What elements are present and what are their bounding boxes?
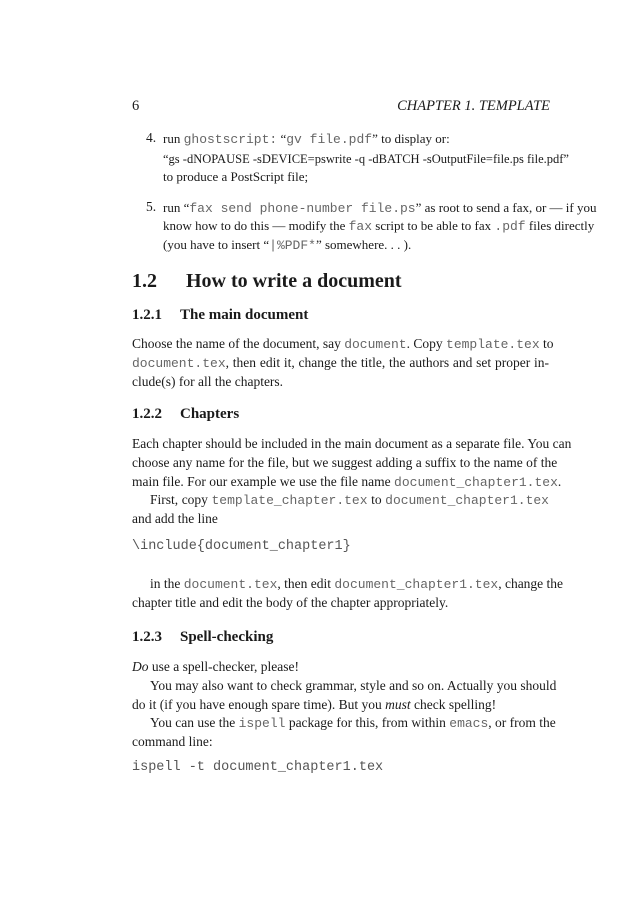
paragraph-line: chapter title and edit the body of the chapter appropriately. (132, 595, 449, 610)
paragraph-line: Choose the name of the document, say document. Copy template.tex to (132, 336, 554, 352)
paragraph-line: You may also want to check grammar, style and so on. Actually you should (150, 678, 557, 693)
list-item-line: to produce a PostScript file; (163, 169, 309, 184)
list-item-line: “gs -dNOPAUSE -sDEVICE=pswrite -q -dBATCH -sOutputFile=file.ps file.pdf” (163, 152, 569, 166)
list-item-line: (you have to insert “|%PDF*” somewhere. . . ). (163, 237, 412, 253)
paragraph-line: command line: (132, 734, 213, 749)
paragraph-line: document.tex, then edit it, change the title, the authors and set proper in- (132, 355, 549, 371)
running-header-chapter: CHAPTER 1. TEMPLATE (397, 98, 550, 114)
list-item-number: 5. (146, 199, 157, 214)
paragraph-line: Do use a spell-checker, please! (132, 659, 300, 674)
paragraph-line: You can use the ispell package for this, from within emacs, or from the (150, 715, 556, 731)
paragraph-line: Each chapter should be included in the main document as a separate file. You can (132, 436, 572, 451)
list-item-line: run ghostscript: “gv file.pdf” to display or: (163, 131, 450, 147)
paragraph-line: in the document.tex, then edit document_chapter1.tex, change the (150, 576, 564, 592)
subsection-heading: 1.2.3 Spell-checking (132, 629, 274, 645)
code-block: ispell -t document_chapter1.tex (132, 760, 384, 775)
list-item-line: run “fax send phone-number file.ps” as root to send a fax, or — if you (163, 200, 597, 216)
list-item-line: know how to do this — modify the fax script to be able to fax .pdf files directly (163, 218, 595, 234)
subsection-heading: 1.2.2 Chapters (132, 406, 240, 422)
paragraph-line: and add the line (132, 511, 218, 526)
paragraph-line: do it (if you have enough spare time). But you must check spelling! (132, 697, 497, 712)
page-number: 6 (132, 98, 140, 114)
paragraph-line: main file. For our example we use the file name document_chapter1.tex. (132, 474, 562, 490)
code-block: \include{document_chapter1} (132, 539, 351, 554)
subsection-heading: 1.2.1 The main document (132, 307, 309, 323)
section-heading: 1.2 How to write a document (132, 270, 402, 292)
paragraph-line: choose any name for the file, but we suggest adding a suffix to the name of the (132, 455, 558, 470)
paragraph-line: First, copy template_chapter.tex to document_chapter1.tex (150, 492, 549, 508)
list-item-number: 4. (146, 130, 157, 145)
paragraph-line: clude(s) for all the chapters. (132, 374, 284, 389)
